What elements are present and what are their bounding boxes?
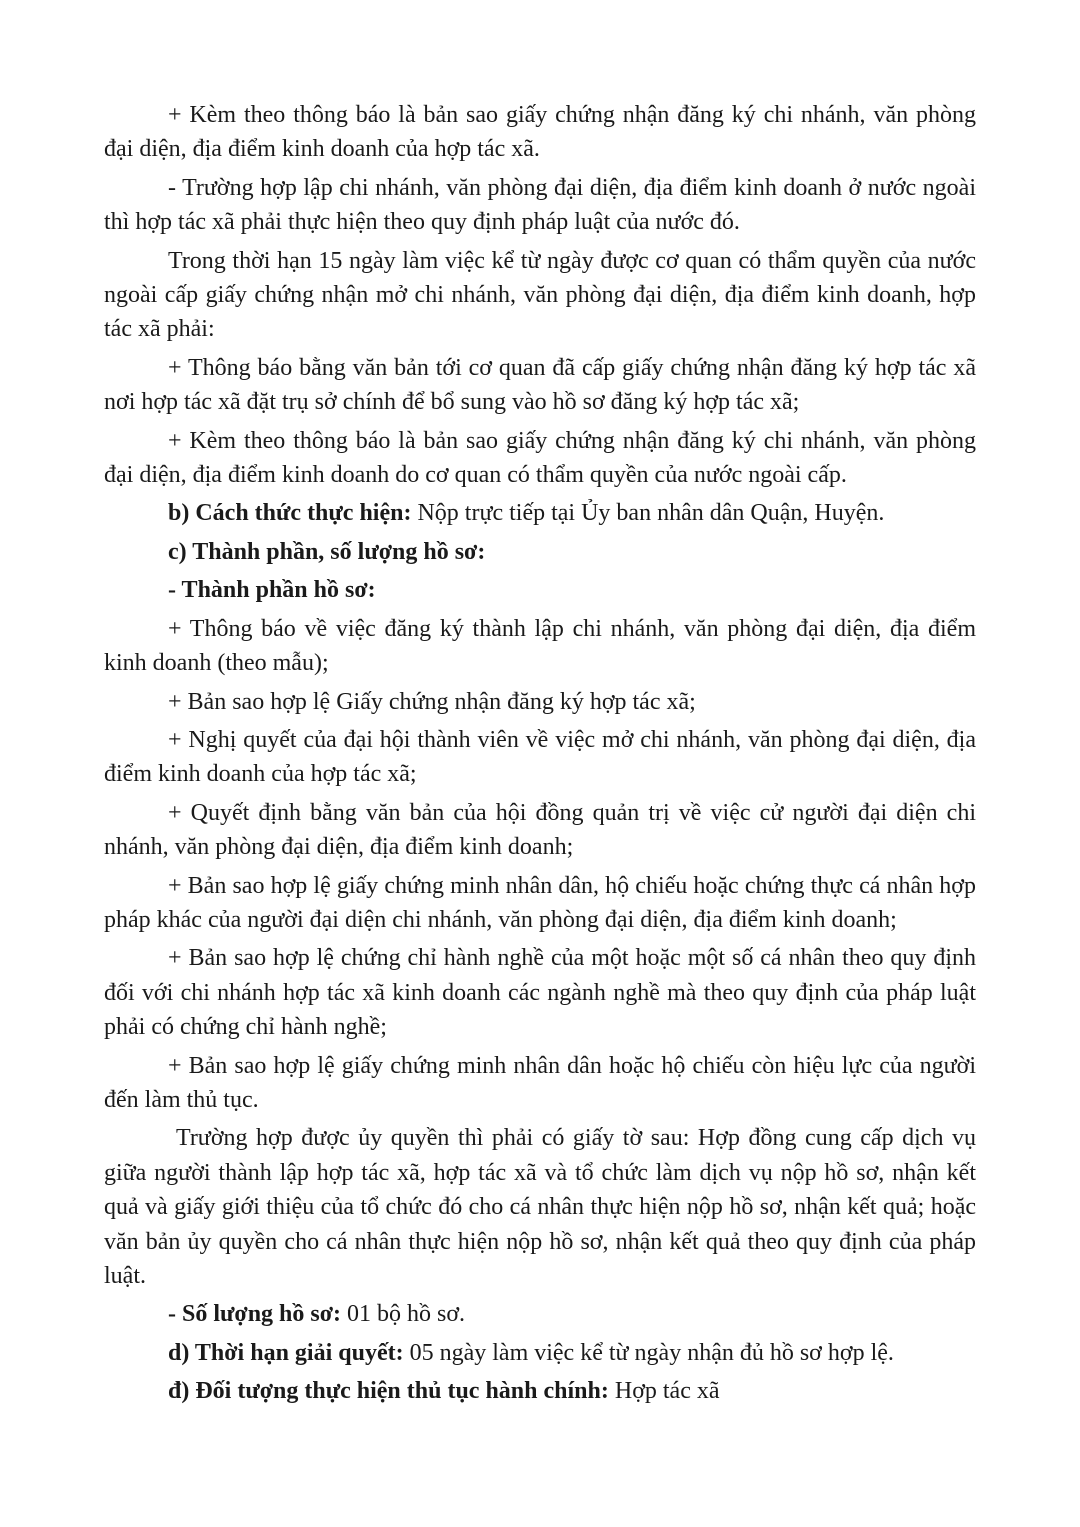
- section-method: [104, 496, 976, 530]
- section-heading: b) Cách thức thực hiện:: [168, 500, 412, 527]
- list-item-text: + Bản sao hợp lệ giấy chứng minh nhân dân hoặc hộ chiếu còn hiệu lực của người đến làm thủ tục.: [104, 1052, 976, 1113]
- subsection-text: 01 bộ hồ sơ.: [341, 1301, 466, 1328]
- subsection-dossier-quantity: [104, 1297, 976, 1331]
- list-item-text: + Quyết định bằng văn bản của hội đồng quản trị về việc cử người đại diện chi nhánh, văn phòng đại diện, địa điểm kinh doanh;: [104, 799, 976, 861]
- subsection-dossier-components: [104, 573, 976, 607]
- list-item-text: + Nghị quyết của đại hội thành viên về việc mở chi nhánh, văn phòng đại diện, địa điểm kinh doanh của hợp tác xã;: [104, 726, 976, 788]
- paragraph-text: Trong thời hạn 15 ngày làm việc kể từ ngày được cơ quan có thẩm quyền của nước ngoài cấp giấy chứng nhận mở chi nhánh, văn phòng đại diện, địa điểm kinh doanh, hợp tác xã phải:: [104, 247, 976, 343]
- list-item-practice-certificate: [104, 941, 976, 1044]
- paragraph-attachment-domestic: [104, 98, 976, 167]
- section-heading: đ) Đối tượng thực hiện thủ tục hành chính:: [168, 1378, 609, 1405]
- section-dossier: [104, 535, 976, 569]
- section-heading: c) Thành phần, số lượng hồ sơ:: [168, 538, 486, 565]
- paragraph-text: Trường hợp được ủy quyền thì phải có giấy tờ sau: Hợp đồng cung cấp dịch vụ giữa người thành lập hợp tác xã, hợp tác xã và tổ chức làm dịch vụ nộp hồ sơ, nhận kết quả và giấy giới thiệu của tổ chức đó cho cá nhân thực hiện nộp hồ sơ, nhận kết quả; hoặc văn bản ủy quyền cho cá nhân thực hiện nộp hồ sơ, nhận kết quả theo quy định của pháp luật.: [104, 1125, 976, 1289]
- list-item-text: + Bản sao hợp lệ giấy chứng minh nhân dân, hộ chiếu hoặc chứng thực cá nhân hợp pháp khác của người đại diện chi nhánh, văn phòng đại diện, địa điểm kinh doanh;: [104, 872, 976, 933]
- section-text: 05 ngày làm việc kể từ ngày nhận đủ hồ sơ hợp lệ.: [403, 1339, 894, 1366]
- subsection-heading: - Số lượng hồ sơ:: [168, 1301, 342, 1328]
- paragraph-text: + Thông báo bằng văn bản tới cơ quan đã cấp giấy chứng nhận đăng ký hợp tác xã nơi hợp tác xã đặt trụ sở chính để bổ sung vào hồ sơ đăng ký hợp tác xã;: [104, 354, 976, 416]
- list-item-text: + Bản sao hợp lệ Giấy chứng nhận đăng ký hợp tác xã;: [168, 688, 696, 715]
- list-item-registration-copy: [104, 685, 976, 719]
- section-processing-time: [104, 1336, 976, 1370]
- subsection-heading: - Thành phần hồ sơ:: [168, 577, 376, 604]
- paragraph-written-notice: [104, 351, 976, 420]
- section-text: Hợp tác xã: [608, 1378, 720, 1405]
- paragraph-text: - Trường hợp lập chi nhánh, văn phòng đại diện, địa điểm kinh doanh ở nước ngoài thì hợp tác xã phải thực hiện theo quy định pháp luật của nước đó.: [104, 174, 976, 236]
- paragraph-text: + Kèm theo thông báo là bản sao giấy chứng nhận đăng ký chi nhánh, văn phòng đại diện, địa điểm kinh doanh của hợp tác xã.: [104, 102, 976, 163]
- list-item-member-resolution: [104, 723, 976, 792]
- list-item-board-decision: [104, 796, 976, 865]
- document-page: [104, 98, 976, 1413]
- paragraph-foreign-branch: [104, 171, 976, 240]
- list-item-text: + Bản sao hợp lệ chứng chỉ hành nghề của một hoặc một số cá nhân theo quy định đối với chi nhánh hợp tác xã kinh doanh các ngành nghề mà theo quy định của pháp luật phải có chứng chỉ hành nghề;: [104, 945, 976, 1041]
- list-item-id-copy-representative: [104, 869, 976, 938]
- section-text: Nộp trực tiếp tại Ủy ban nhân dân Quận, Huyện.: [411, 500, 885, 527]
- paragraph-time-limit-foreign: [104, 244, 976, 347]
- paragraph-authorization: [104, 1121, 976, 1293]
- paragraph-attachment-foreign: [104, 424, 976, 493]
- section-heading: d) Thời hạn giải quyết:: [168, 1339, 404, 1366]
- paragraph-text: + Kèm theo thông báo là bản sao giấy chứng nhận đăng ký chi nhánh, văn phòng đại diện, địa điểm kinh doanh do cơ quan có thẩm quyền của nước ngoài cấp.: [104, 427, 976, 489]
- list-item-text: + Thông báo về việc đăng ký thành lập chi nhánh, văn phòng đại diện, địa điểm kinh doanh (theo mẫu);: [104, 615, 976, 677]
- list-item-id-copy-applicant: [104, 1049, 976, 1118]
- section-subjects: [104, 1374, 976, 1408]
- list-item-notice-form: [104, 612, 976, 681]
